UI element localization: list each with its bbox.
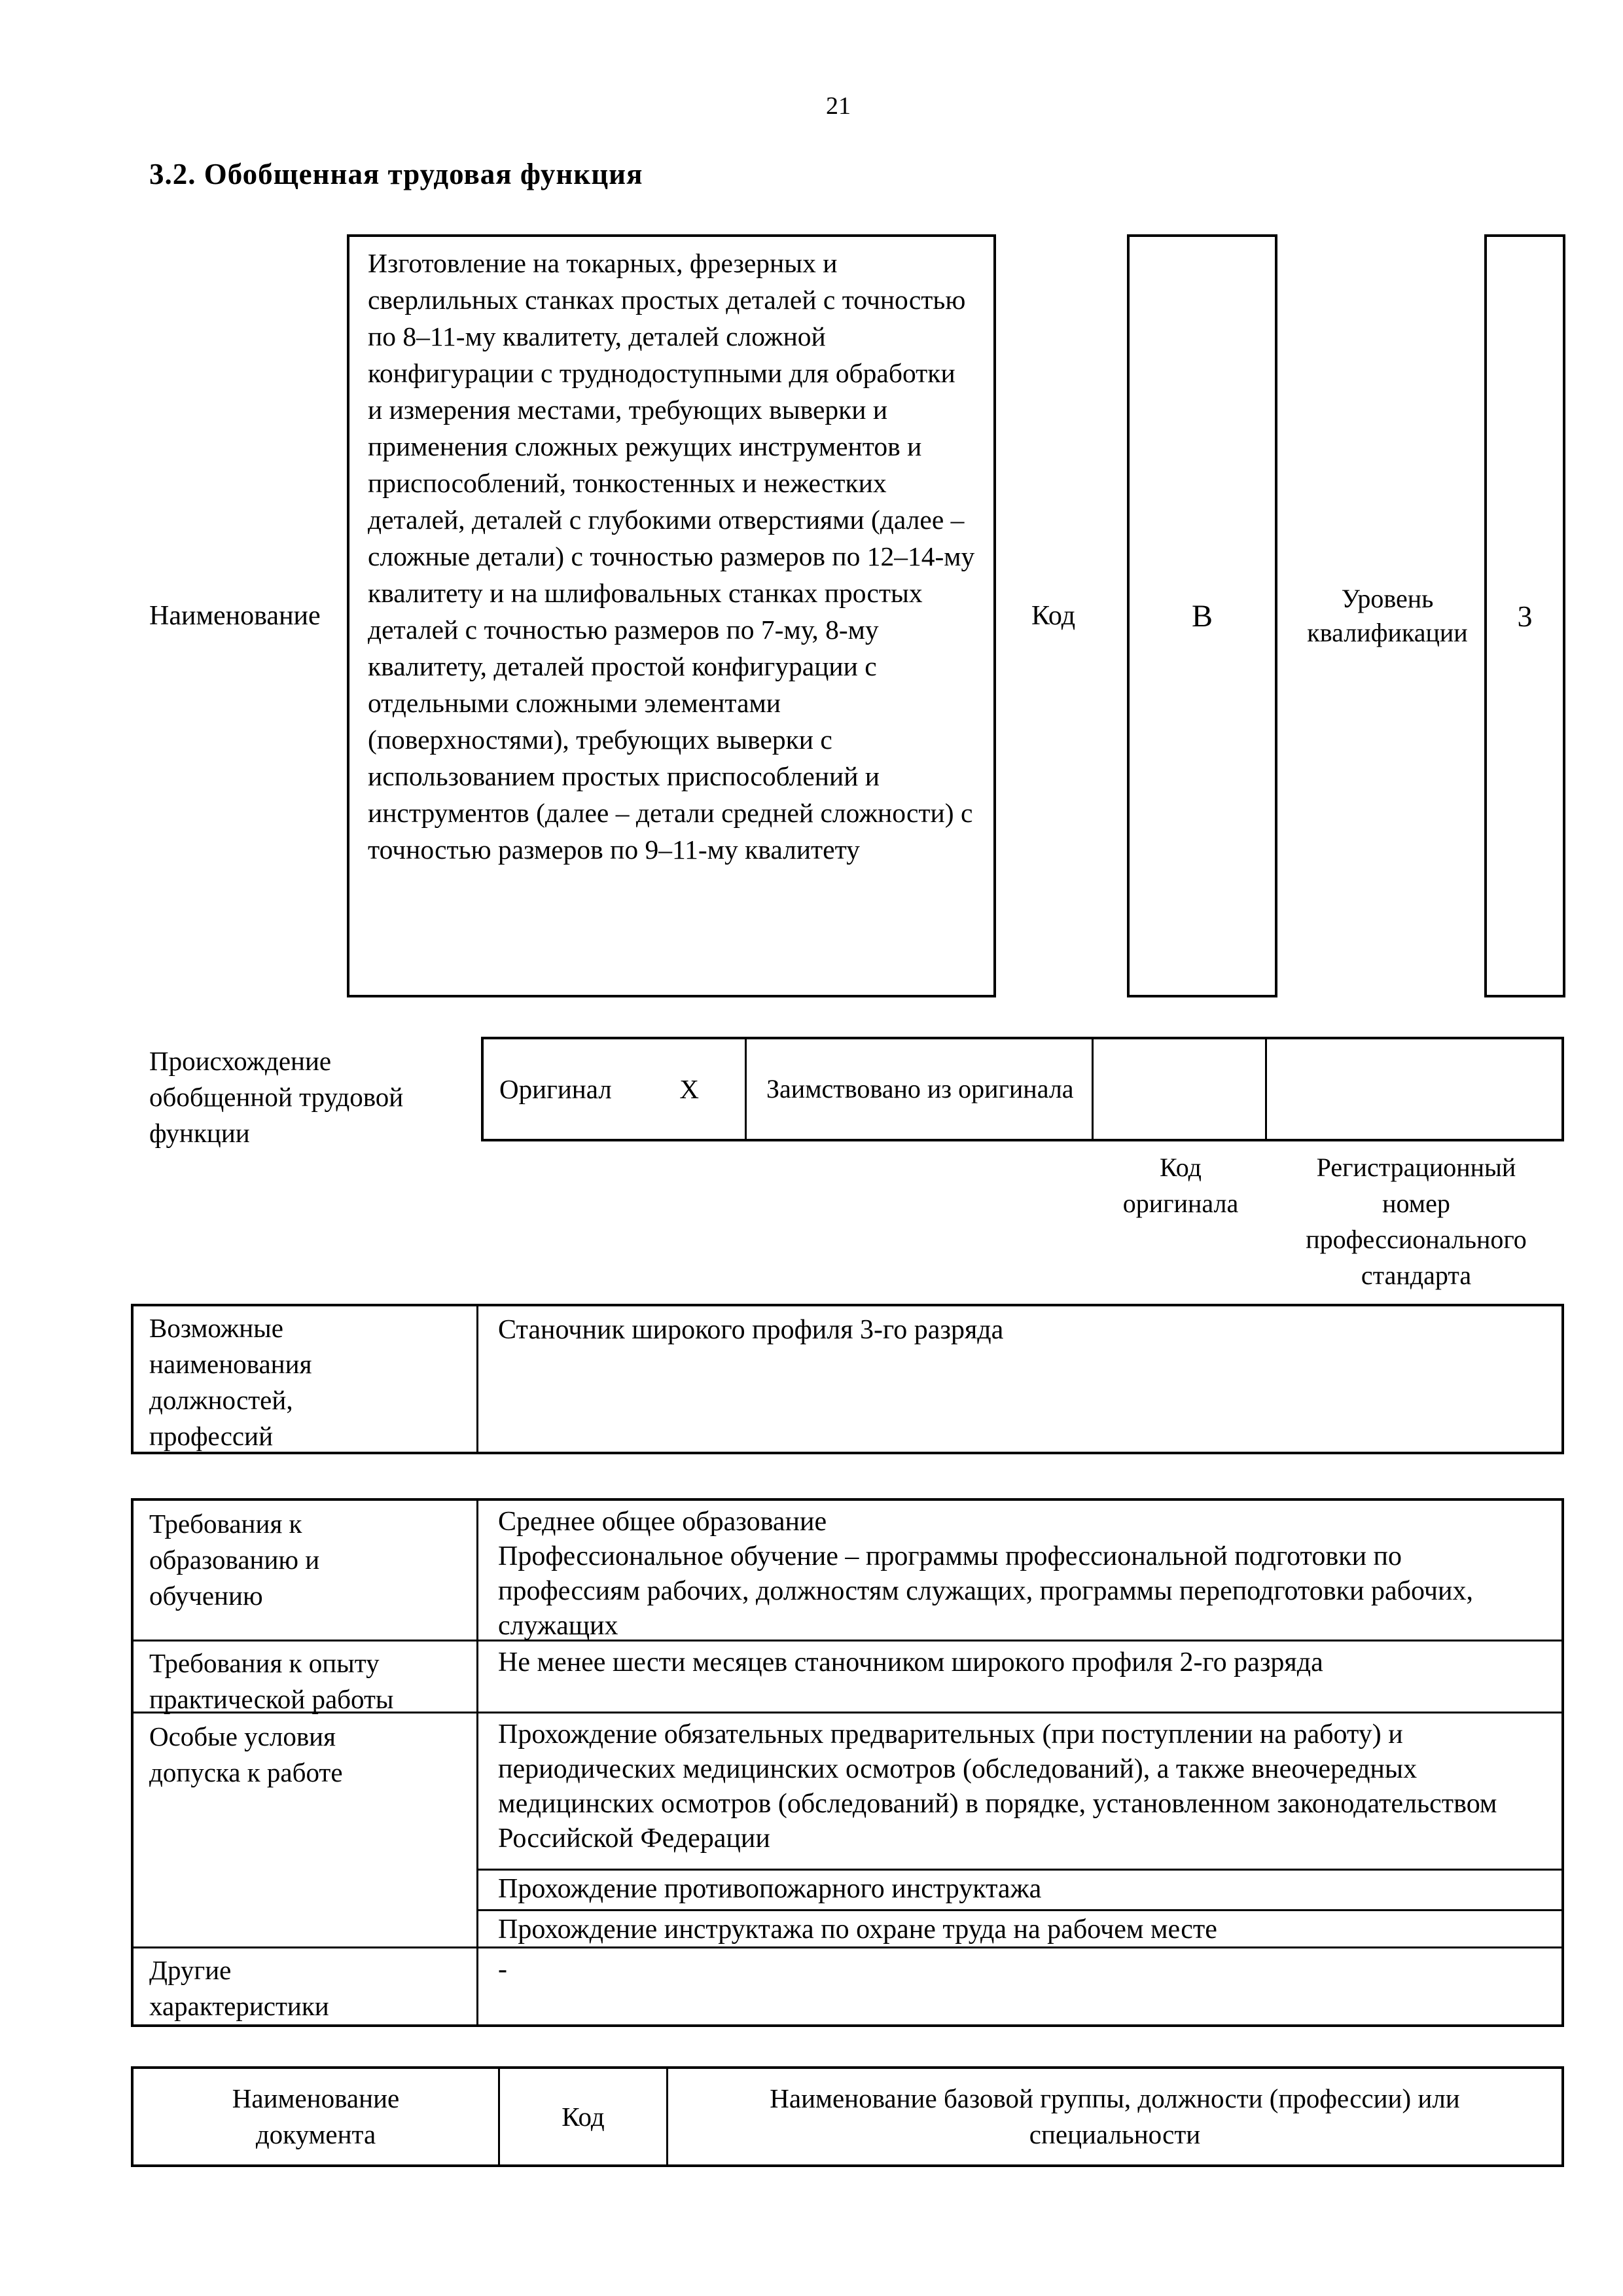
origin-code-cell-empty	[1092, 1039, 1265, 1139]
origin-code-caption: Код оригинала	[1122, 1153, 1239, 1218]
origin-regnumber-cell-empty	[1265, 1039, 1561, 1139]
other-characteristics-value: -	[498, 1954, 507, 1984]
table-row	[134, 1640, 1561, 1712]
documents-header-table	[131, 2066, 1564, 2167]
origin-label: Происхождение обобщенной трудовой функции	[149, 1046, 404, 1148]
code-label: Код	[1031, 601, 1076, 631]
origin-borrowed-cell	[745, 1039, 1092, 1139]
education-line: Среднее общее образование	[498, 1507, 827, 1537]
experience-value: Не менее шести месяцев станочником широкого профиля 2-го разряда	[498, 1647, 1323, 1677]
origin-original-label: Оригинал	[499, 1074, 612, 1104]
origin-table	[481, 1037, 1564, 1141]
education-line: Профессиональное обучение – программы профессиональной подготовки по профессиям рабочих, должностям служащих, программы переподготовки рабочих, служащих	[498, 1541, 1474, 1641]
education-value	[478, 1501, 1561, 1640]
education-label: Требования к образованию и обучению	[134, 1501, 478, 1640]
documents-col-code: Код	[498, 2069, 666, 2164]
code-value-box: В	[1127, 234, 1277, 997]
table-row	[134, 1501, 1561, 1640]
special-conditions-label: Особые условия допуска к работе	[134, 1713, 478, 1946]
possible-titles-label: Возможные наименования должностей, профессий	[134, 1306, 478, 1452]
other-characteristics-label: Другие характеристики	[134, 1948, 478, 2024]
qualification-level-label: Уровень квалификации	[1307, 584, 1468, 647]
origin-original-cell	[484, 1039, 745, 1139]
section-heading: 3.2. Обобщенная трудовая функция	[149, 158, 643, 190]
page-number: 21	[826, 92, 851, 120]
experience-label: Требования к опыту практической работы	[134, 1641, 478, 1712]
qualification-level-box: 3	[1484, 234, 1565, 997]
table-row	[134, 1712, 1561, 1946]
special-condition-item: Прохождение обязательных предварительных (при поступлении на работу) и периодических медицинских осмотров (обследований), а также внеочередных медицинских осмотров (обследований) в порядке, установленном законодательством Российской Федерации	[498, 1719, 1497, 1854]
name-label: Наименование	[149, 601, 321, 631]
documents-col-name: Наименование документа	[232, 2083, 400, 2149]
origin-borrowed-label: Заимствовано из оригинала	[766, 1074, 1074, 1103]
function-description-box: Изготовление на токарных, фрезерных и сверлильных станках простых деталей с точностью по 8–11-му квалитету, деталей сложной конфигурации с труднодоступными для обработки и измерения местами, требующих выверки и применения сложных режущих инструментов и приспособлений, тонкостенных и нежестких деталей, деталей с глубокими отверстиями (далее – сложные детали) с точностью размеров по 12–14-му квалитету и на шлифовальных станках простых деталей с точностью размеров по 7-му, 8-му квалитету, деталей простой конфигурации с отдельными сложными элементами (поверхностями), требующих выверки с использованием простых приспособлений и инструментов (далее – детали средней сложности) с точностью размеров по 9–11-му квалитету	[347, 234, 996, 997]
special-condition-item: Прохождение инструктажа по охране труда на рабочем месте	[478, 1909, 1561, 1946]
origin-section	[0, 1037, 1623, 1312]
origin-regnumber-caption: Регистрационный номер профессионального стандарта	[1306, 1153, 1527, 1290]
generalized-function-block	[0, 234, 1623, 997]
origin-original-mark: X	[679, 1074, 699, 1104]
table-row	[134, 1946, 1561, 2024]
possible-titles-value: Станочник широкого профиля 3-го разряда	[498, 1315, 1004, 1345]
possible-titles-table	[131, 1304, 1564, 1454]
special-condition-item: Прохождение противопожарного инструктажа	[478, 1869, 1561, 1909]
documents-col-basegroup: Наименование базовой группы, должности (профессии) или специальности	[666, 2069, 1561, 2164]
requirements-table	[131, 1498, 1564, 2027]
special-conditions-value	[478, 1713, 1561, 1946]
